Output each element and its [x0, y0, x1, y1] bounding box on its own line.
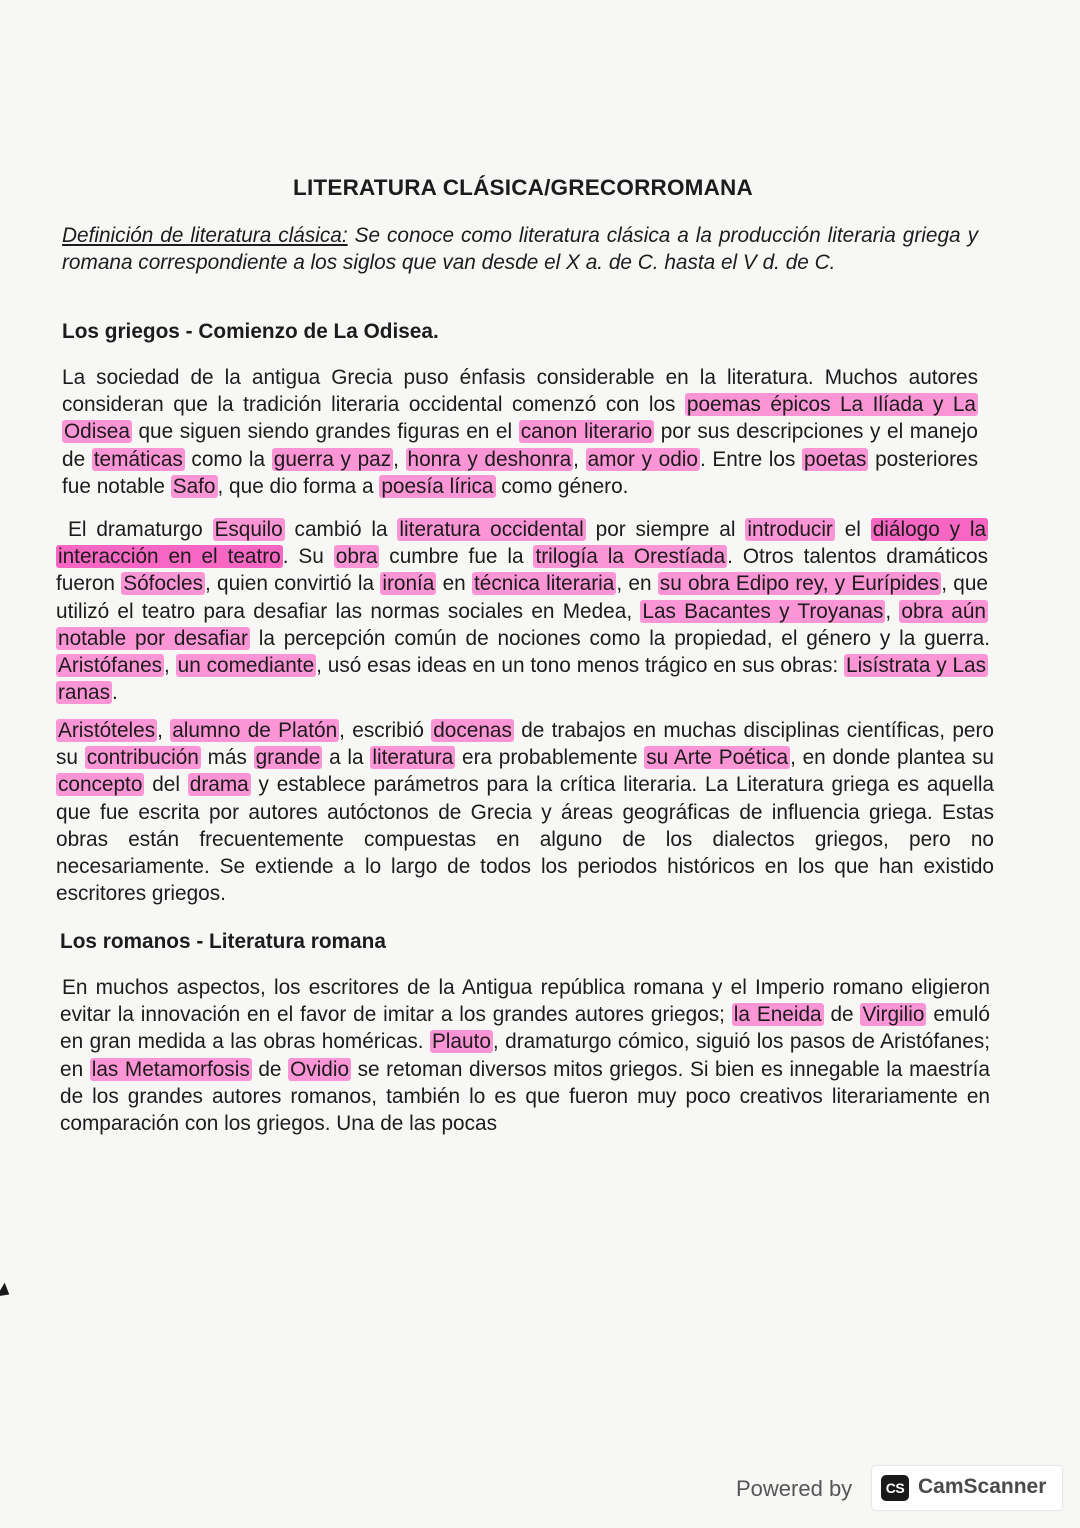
body-text: , [573, 447, 586, 471]
body-text: . [112, 681, 118, 705]
body-text: , que dio forma a [217, 474, 380, 498]
highlighted-text: literatura [372, 746, 454, 770]
highlighted-text: la Eneida [733, 1003, 822, 1027]
highlighted-text: obra [335, 545, 378, 569]
highlighted-text: Virgilio [862, 1003, 925, 1027]
body-text: por siempre al [585, 518, 746, 541]
highlighted-text: temáticas [93, 447, 183, 471]
highlighted-text: contribución [86, 746, 199, 770]
body-text: emuló en gran medida a las obras homéricas. [60, 1003, 990, 1054]
camscanner-watermark [736, 1466, 1066, 1512]
highlighted-text: poemas épicos La Ilíada y La Odisea [64, 393, 976, 444]
body-text: El dramaturgo [68, 518, 213, 541]
body-text: a la [322, 746, 371, 770]
highlighted-text: Plauto [431, 1030, 491, 1054]
highlighted-text: canon literario [520, 420, 653, 444]
body-text: que siguen siendo grandes figuras en el [131, 420, 519, 444]
highlighted-text: técnica literaria [474, 572, 615, 596]
highlighted-text: alumno de Platón [172, 719, 338, 742]
highlighted-text: poetas [804, 447, 867, 471]
camscanner-logo-icon: CS [881, 1475, 909, 1501]
highlighted-text: Las Bacantes y Troyanas [642, 599, 884, 623]
highlighted-text: trilogía la Orestíada [535, 545, 726, 569]
body-text: del [144, 773, 188, 797]
camscanner-brand-name: CamScanner [918, 1475, 1047, 1498]
highlighted-text: ironía [382, 572, 435, 596]
body-text: , [885, 599, 900, 623]
body-text: de [823, 1003, 861, 1027]
body-text: se retoman diversos mitos griegos. Si bien es innegable la maestría de los grandes autores romanos, también lo es que fueron muy poco creativos literariamente en comparación con los griegos. Una de las pocas [60, 1057, 990, 1136]
definition-label: Definición de literatura clásica: [62, 224, 348, 247]
highlighted-text: Esquilo [214, 518, 283, 541]
paragraph-greek-society [62, 364, 978, 500]
highlighted-text: drama [189, 773, 249, 797]
body-text: el [834, 518, 871, 541]
scan-corner-mark [0, 1283, 13, 1302]
highlighted-text: Safo [172, 474, 216, 498]
body-text: . Otros talentos dramáticos fueron [56, 545, 989, 596]
highlighted-text: docenas [433, 719, 512, 742]
highlighted-text: un comediante [177, 654, 315, 678]
definition-text: Se conoce como literatura clásica a la producción literaria griega y romana correspondiente a los siglos que van desde el X a. de C. hasta el V d. de C. [62, 224, 978, 275]
section-heading-romans: Los romanos - Literatura romana [60, 930, 386, 953]
highlighted-text: Lisístrata y Las ranas [58, 654, 986, 705]
highlighted-text: honra y deshonra [407, 447, 572, 471]
highlighted-text: su Arte Poética [646, 746, 789, 770]
camscanner-badge [872, 1466, 1062, 1510]
highlighted-text: Ovidio [290, 1057, 350, 1081]
body-text: , [393, 447, 406, 471]
highlighted-text: Sófocles [123, 572, 203, 596]
body-text: en [436, 572, 473, 596]
body-text: , [164, 654, 176, 678]
paragraph-dramatists [56, 516, 988, 706]
highlighted-text: introducir [747, 518, 833, 541]
body-text: . Su [282, 545, 334, 569]
highlighted-text: concepto [58, 773, 143, 797]
body-text: , usó esas ideas en un tono menos trágico en sus obras: [316, 654, 845, 678]
highlighted-text: guerra y paz [273, 447, 392, 471]
highlighted-text: poesía lírica [381, 474, 494, 498]
body-text: era probablemente [455, 746, 645, 770]
section-heading-greeks: Los griegos - Comienzo de La Odisea. [62, 320, 439, 343]
body-text: , que utilizó el teatro para desafiar las normas sociales en Medea, [56, 572, 988, 623]
highlighted-text: las Metamorfosis [91, 1057, 250, 1081]
highlighted-text: Aristófanes [58, 654, 163, 678]
highlighted-text: diálogo y la interacción en el teatro [58, 518, 987, 569]
highlighted-text: obra aún notable por desafiar [58, 599, 986, 650]
body-text: la percepción común de nociones como la propiedad, el género y la guerra. [249, 626, 990, 650]
highlighted-text: grande [255, 746, 321, 770]
body-text: , dramaturgo cómico, siguió los pasos de Aristófanes; en [60, 1030, 990, 1081]
body-text: En muchos aspectos, los escritores de la Antigua república romana y el Imperio romano eligieron evitar la innovación en el favor de imitar a los grandes autores griegos; [60, 976, 990, 1027]
body-text: , en [616, 572, 658, 596]
body-text: posteriores fue notable [62, 447, 978, 498]
body-text: , escribió [339, 719, 432, 742]
highlighted-text: su obra Edipo rey, y Eurípides [659, 572, 940, 596]
powered-by-label: Powered by [736, 1476, 853, 1501]
highlighted-text: Aristóteles [58, 719, 156, 742]
body-text: cambió la [284, 518, 398, 541]
body-text: más [200, 746, 254, 770]
body-text: , quien convirtió la [205, 572, 381, 596]
body-text: por sus descripciones y el manejo de [62, 420, 978, 471]
body-text: La sociedad de la antigua Grecia puso énfasis considerable en la literatura. Muchos autores consideran que la tradición literaria occidental comenzó con los [62, 366, 978, 417]
definition-paragraph [62, 222, 978, 276]
highlighted-text: amor y odio [587, 447, 698, 471]
body-text: como género. [495, 474, 629, 498]
body-text: . Entre los [700, 447, 803, 471]
body-text: , [157, 719, 171, 742]
document-title: LITERATURA CLÁSICA/GRECORROMANA [293, 175, 753, 200]
body-text: y establece parámetros para la crítica literaria. La Literatura griega es aquella que fue escrita por autores autóctonos de Grecia y áreas geográficas de influencia griega. Estas obras están frecuentemente compuestas en alguno de los dialectos griegos, pero no necesariamente. Se extiende a lo largo de todos los periodos históricos en los que han existido escritores griegos. [56, 773, 994, 906]
highlighted-text: literatura occidental [399, 518, 584, 541]
body-text: de [251, 1057, 289, 1081]
body-text: , en donde plantea su [790, 746, 994, 770]
paragraph-roman-writers [60, 974, 990, 1137]
paragraph-aristotle [56, 717, 994, 907]
body-text: como la [184, 447, 272, 471]
body-text: de trabajos en muchas disciplinas científicas, pero su [56, 719, 994, 770]
body-text: cumbre fue la [379, 545, 534, 569]
